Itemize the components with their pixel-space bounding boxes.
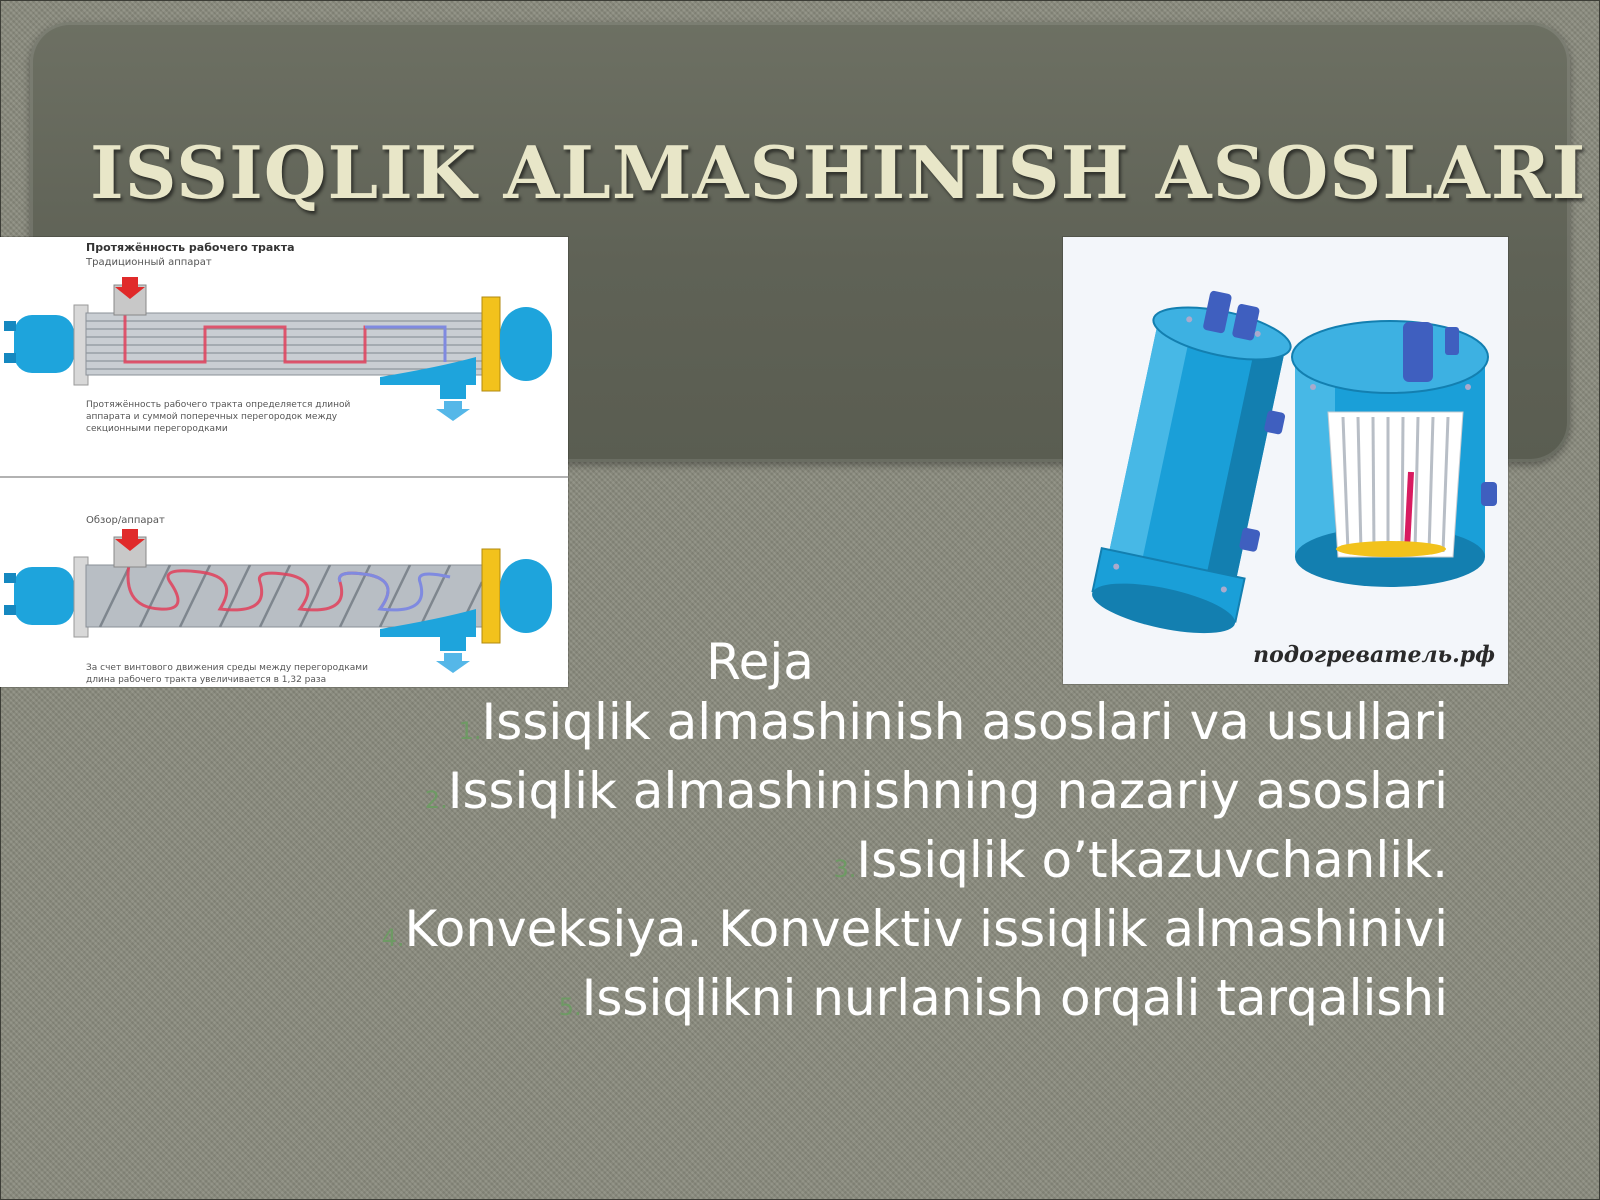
agenda-item-text: Issiqlik almashinish asoslari va usullari <box>481 693 1448 751</box>
diagram-top-subheading: Традиционный аппарат <box>86 257 212 268</box>
diagram-bottom-caption-2: длина рабочего тракта увеличивается в 1,32 раза <box>86 675 327 685</box>
diagram-top-caption-2: аппарата и суммой поперечных перегородок между <box>86 412 338 422</box>
watermark-text: подогреватель.рф <box>1253 642 1495 668</box>
agenda-list-container <box>150 632 1448 1037</box>
agenda-item <box>150 899 1448 968</box>
agenda-item-text: Issiqlikni nurlanish orqali tarqalishi <box>581 969 1448 1027</box>
diagram-bottom-heading: Обзор/аппарат <box>86 515 165 526</box>
agenda-item <box>150 968 1448 1037</box>
slide-title: ISSIQLIK ALMASHINISH ASOSLARI <box>90 130 1587 215</box>
agenda-item-number: 5. <box>558 993 582 1021</box>
agenda-item <box>150 830 1448 899</box>
agenda-title: Reja <box>706 633 814 691</box>
diagram-bottom-caption-1: За счет винтового движения среды между перегородками <box>86 663 368 673</box>
agenda-item-number: 2. <box>424 786 448 814</box>
diagram-top-caption-1: Протяжённость рабочего тракта определяется длиной <box>86 400 351 410</box>
agenda-item-text: Issiqlik almashinishning nazariy asoslari <box>447 762 1448 820</box>
agenda-item-number: 3. <box>833 855 857 883</box>
agenda-item <box>150 692 1448 761</box>
agenda-item-text: Konveksiya. Konvektiv issiqlik almashinivi <box>404 900 1448 958</box>
agenda-item-number: 4. <box>381 924 405 952</box>
heat-exchanger-diagram-image <box>0 237 568 687</box>
diagram-top-heading: Протяжённость рабочего тракта <box>86 241 295 254</box>
agenda-list <box>150 692 1448 1037</box>
agenda-item-text: Issiqlik o’tkazuvchanlik. <box>856 831 1448 889</box>
heater-vessels-image <box>1063 237 1508 684</box>
diagram-top-caption-3: секционными перегородками <box>86 424 228 434</box>
agenda-item-number: 1. <box>458 717 482 745</box>
cutaway-vessel-icon <box>1292 321 1497 587</box>
agenda-item <box>150 761 1448 830</box>
